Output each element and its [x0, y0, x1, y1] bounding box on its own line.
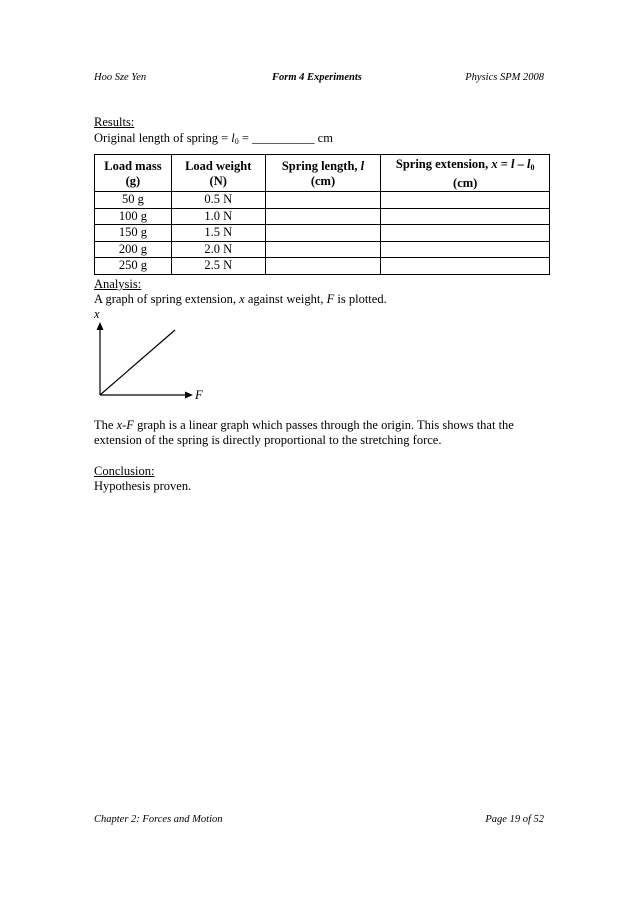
- table-row: [95, 258, 550, 275]
- cell-load-mass: 150 g: [95, 225, 172, 242]
- l0-subscript: 0: [234, 137, 239, 146]
- cell-spring-extension: [381, 208, 550, 225]
- cell-load-mass: 250 g: [95, 258, 172, 275]
- x-axis-arrow: [185, 392, 193, 399]
- cell-spring-length: [265, 208, 381, 225]
- header-title: Form 4 Experiments: [272, 72, 362, 83]
- cell-load-mass: 100 g: [95, 208, 172, 225]
- analysis-para-line1: The x-F graph is a linear graph which passes through the origin. This shows that the: [94, 418, 514, 432]
- cell-spring-extension: [381, 225, 550, 242]
- cell-load-weight: 0.5 N: [171, 192, 265, 209]
- results-table: [94, 154, 550, 275]
- header-load-weight: Load weight (N): [171, 155, 265, 192]
- conclusion-text: Hypothesis proven.: [94, 479, 192, 493]
- cell-load-mass: 50 g: [95, 192, 172, 209]
- cell-spring-extension: [381, 258, 550, 275]
- cell-load-weight: 1.0 N: [171, 208, 265, 225]
- table-row: [95, 192, 550, 209]
- graph-y-label: x: [94, 307, 100, 321]
- cell-load-mass: 200 g: [95, 241, 172, 258]
- conclusion-heading: Conclusion:: [94, 464, 155, 478]
- y-axis-arrow: [97, 322, 104, 330]
- original-length-suffix: = __________ cm: [238, 131, 333, 145]
- cell-spring-length: [265, 258, 381, 275]
- header-author: Hoo Sze Yen: [94, 72, 147, 83]
- original-length-line: [94, 131, 333, 146]
- footer-chapter: Chapter 2: Forces and Motion: [94, 814, 223, 825]
- results-heading: Results:: [94, 115, 135, 129]
- header-spring-extension: Spring extension, $x = l - l_0$ (cm): [381, 155, 550, 192]
- cell-spring-length: [265, 225, 381, 242]
- analysis-sentence: A graph of spring extension, x against weight, F is plotted.: [94, 292, 387, 306]
- cell-spring-extension: [381, 192, 550, 209]
- table-row: [95, 225, 550, 242]
- footer-page-number: Page 19 of 52: [485, 814, 544, 825]
- proportional-line: [100, 330, 175, 395]
- header-load-mass: Load mass (g): [95, 155, 172, 192]
- original-length-prefix: Original length of spring =: [94, 131, 232, 145]
- cell-load-weight: 2.0 N: [171, 241, 265, 258]
- analysis-para-line2: extension of the spring is directly proportional to the stretching force.: [94, 433, 442, 447]
- table-row: [95, 241, 550, 258]
- cell-spring-length: [265, 241, 381, 258]
- l0-symbol: l: [231, 131, 235, 145]
- x-f-graph: [90, 322, 220, 406]
- cell-spring-extension: [381, 241, 550, 258]
- header-spring-length: Spring length, l (cm): [265, 155, 381, 192]
- header-course: Physics SPM 2008: [465, 72, 544, 83]
- table-row: [95, 208, 550, 225]
- cell-load-weight: 1.5 N: [171, 225, 265, 242]
- analysis-heading: Analysis:: [94, 277, 142, 291]
- graph-x-label: F: [195, 388, 203, 402]
- cell-spring-length: [265, 192, 381, 209]
- table-header-row: [95, 155, 550, 192]
- cell-load-weight: 2.5 N: [171, 258, 265, 275]
